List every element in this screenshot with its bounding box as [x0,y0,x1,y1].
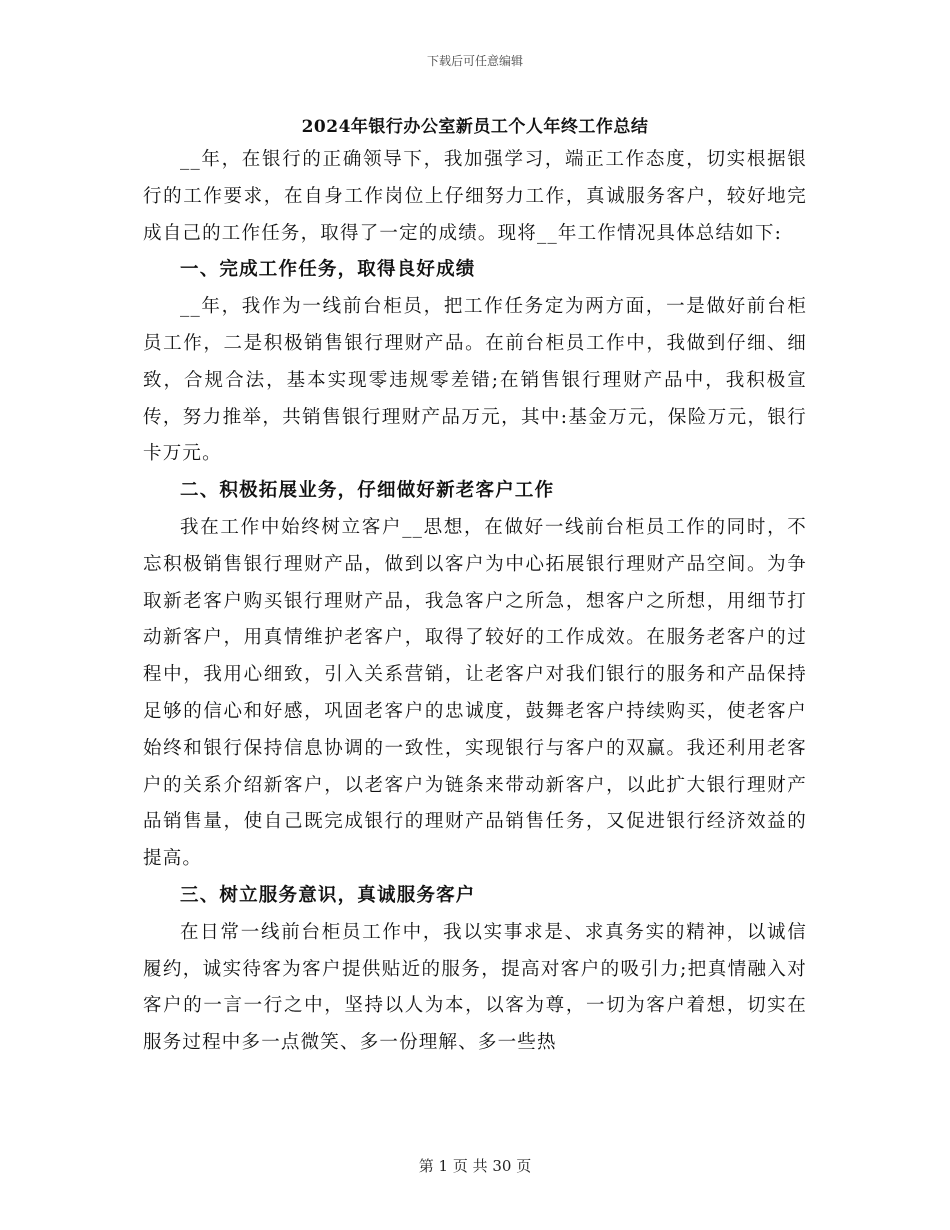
section-body-2: 我在工作中始终树立客户__思想，在做好一线前台柜员工作的同时，不忘积极销售银行理财产品，做到以客户为中心拓展银行理财产品空间。为争取新老客户购买银行理财产品，我急客户之所急，想客户之所想，用细节打动新客户，用真情维护老客户，取得了较好的工作成效。在服务老客户的过程中，我用心细致，引入关系营销，让老客户对我们银行的服务和产品保持足够的信心和好感，巩固老客户的忠诚度，鼓舞老客户持续购买，使老客户始终和银行保持信息协调的一致性，实现银行与客户的双赢。我还利用老客户的关系介绍新客户，以老客户为链条来带动新客户，以此扩大银行理财产品销售量，使自己既完成银行的理财产品销售任务，又促进银行经济效益的提高。 [143,516,807,870]
section-body-3: 在日常一线前台柜员工作中，我以实事求是、求真务实的精神，以诚信履约，诚实待客为客户提供贴近的服务，提高对客户的吸引力;把真情融入对客户的一言一行之中，坚持以人为本，以客为尊，一切为客户着想，切实在服务过程中多一点微笑、多一份理解、多一些热 [143,921,807,1054]
page-header-note: 下载后可任意编辑 [426,54,523,68]
section-heading-3: 三、树立服务意识，真诚服务客户 [180,884,476,906]
page-number: 第 1 页 共 30 页 [418,1157,532,1175]
document-body [143,112,807,1062]
intro-paragraph: __年，在银行的正确领导下，我加强学习，端正工作态度，切实根据银行的工作要求，在自身工作岗位上仔细努力工作，真诚服务客户，较好地完成自己的工作任务，取得了一定的成绩。现将__年工作情况具体总结如下: [143,149,807,244]
section-body-1: __年，我作为一线前台柜员，把工作任务定为两方面，一是做好前台柜员工作，二是积极销售银行理财产品。在前台柜员工作中，我做到仔细、细致，合规合法，基本实现零违规零差错;在销售银行理财产品中，我积极宣传，努力推举，共销售银行理财产品万元，其中:基金万元，保险万元，银行卡万元。 [143,296,807,465]
section-heading-1: 一、完成工作任务，取得良好成绩 [180,259,476,281]
document-title: 2024年银行办公室新员工个人年终工作总结 [301,117,649,137]
section-heading-2: 二、积极拓展业务，仔细做好新老客户工作 [180,480,555,502]
